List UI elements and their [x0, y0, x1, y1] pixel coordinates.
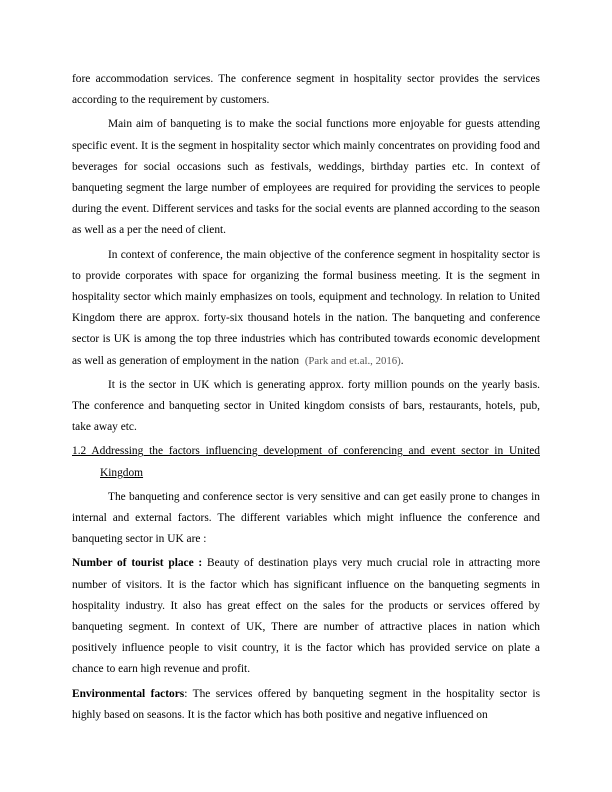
paragraph-conference	[72, 245, 540, 372]
paragraph-1: fore accommodation services. The conference segment in hospitality sector provides the services according to the requirement by customers.	[72, 73, 540, 107]
paragraph-uk-sector: It is the sector in UK which is generating approx. forty million pounds on the yearly basis. The conference and banqueting sector in United kingdom consists of bars, restaurants, hotels, pub, take away etc.	[72, 378, 540, 434]
document-page	[72, 69, 540, 729]
section-heading: 1.2 Addressing the factors influencing development of conferencing and event sector in United Kingdom	[72, 445, 540, 479]
citation: (Park and et.al., 2016)	[304, 354, 401, 367]
environmental-label: Environmental factors	[72, 687, 185, 700]
paragraph-factors-intro: The banqueting and conference sector is very sensitive and can get easily prone to changes in internal and external factors. The different variables which might influence the conference and banqueting sector in UK are :	[72, 490, 540, 546]
environmental-text: : The services offered by banqueting segment in the hospitality sector is highly based on seasons. It is the factor which has both positive and negative influenced on	[72, 687, 541, 721]
tourist-place-label: Number of tourist place :	[72, 557, 203, 570]
paragraph-tourist-place	[72, 553, 540, 680]
paragraph-environmental	[72, 684, 540, 726]
paragraph-conference-text: In context of conference, the main objective of the conference segment in hospitality sector is to provide corporates with space for organizing the formal business meeting. It is the segment in hospitality sector which mainly emphasizes on tools, equipment and technology. In relation to United Kingdom there are approx. forty-six thousand hotels in the nation. The banqueting and conference sector is UK is among the top three industries which has contributed towards economic development as well as generation of employment in the nation	[72, 248, 540, 367]
tourist-place-text: Beauty of destination plays very much crucial role in attracting more number of visitors. It is the factor which has significant influence on the banqueting segments in hospitality industry. It also has great effect on the sales for the products or services offered by banqueting segment. In context of UK, There are number of attractive places in nation which positively influence people to visit country, it is the factor which has provided service on plate a chance to earn high revenue and profit.	[72, 557, 540, 676]
paragraph-banqueting: Main aim of banqueting is to make the social functions more enjoyable for guests attending specific event. It is the segment in hospitality sector which mainly concentrates on providing food and beverages for social occasions such as festivals, weddings, birthday parties etc. In context of banqueting segment the large number of employees are required for providing the services to people during the event. Different services and tasks for the social events are planned according to the season as well as a per the need of client.	[72, 118, 540, 237]
paragraph-conference-end: .	[400, 354, 404, 367]
